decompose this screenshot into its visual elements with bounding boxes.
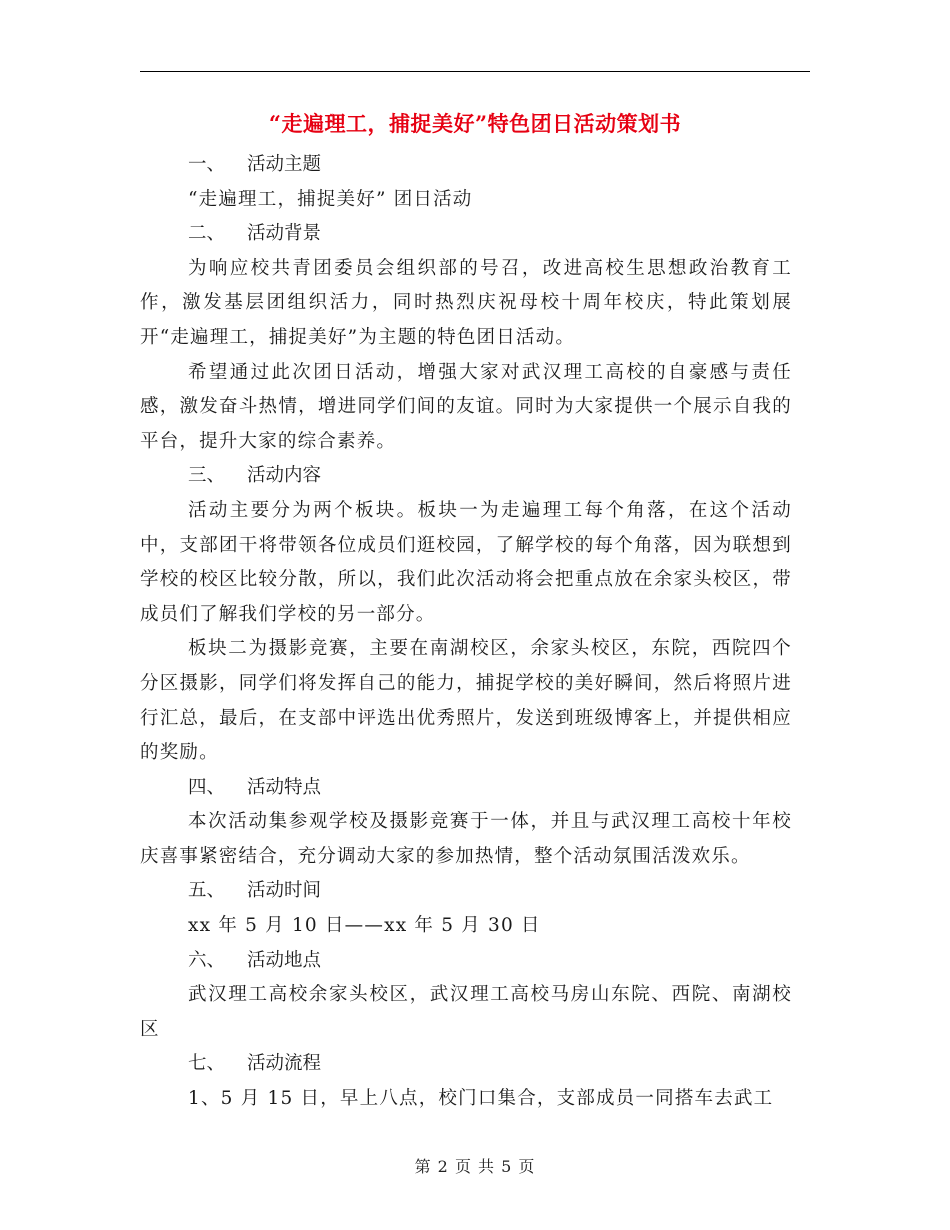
section-title: 活动地点 <box>247 949 322 971</box>
section-heading <box>140 459 792 494</box>
section-heading <box>140 148 792 183</box>
paragraph: xx 年 5 月 10 日——xx 年 5 月 30 日 <box>188 915 541 937</box>
paragraph: 为响应校共青团委员会组织部的号召，改进高校生思想政治教育工作，激发基层团组织活力，同时热烈庆祝母校十周年校庆，特此策划展开“走遍理工，捕捉美好”为主题的特色团日活动。 <box>140 257 792 348</box>
section-title: 活动内容 <box>247 465 322 487</box>
paragraph: 武汉理工高校余家头校区，武汉理工高校马房山东院、西院、南湖校区 <box>140 984 792 1040</box>
section-heading <box>140 874 792 909</box>
section-title: 活动主题 <box>247 154 322 175</box>
paragraph: 本次活动集参观学校及摄影竞赛于一体，并且与武汉理工高校十年校庆喜事紧密结合，充分调动大家的参加热情，整个活动氛围活泼欢乐。 <box>140 811 792 867</box>
section-title: 活动特点 <box>247 776 322 798</box>
section-number: 七、 <box>188 1053 226 1075</box>
document-body <box>140 148 792 1117</box>
paragraph: “走遍理工，捕捉美好” 团日活动 <box>188 188 473 210</box>
section-number: 一、 <box>188 154 226 175</box>
section-heading <box>140 217 792 252</box>
section-number: 六、 <box>188 949 226 971</box>
section-number: 五、 <box>188 880 226 902</box>
section-number: 四、 <box>188 776 226 798</box>
document-title: “走遍理工，捕捉美好”特色团日活动策划书 <box>268 111 682 136</box>
paragraph: 希望通过此次团日活动，增强大家对武汉理工高校的自豪感与责任感，激发奋斗热情，增进同学们间的友谊。同时为大家提供一个展示自我的平台，提升大家的综合素养。 <box>140 361 792 452</box>
paragraph: 板块二为摄影竞赛，主要在南湖校区，余家头校区，东院，西院四个分区摄影，同学们将发挥自己的能力，捕捉学校的美好瞬间，然后将照片进行汇总，最后，在支部中评选出优秀照片，发送到班级博客上，并提供相应的奖励。 <box>140 638 792 764</box>
section-number: 三、 <box>188 465 226 487</box>
paragraph: 活动主要分为两个板块。板块一为走遍理工每个角落，在这个活动中，支部团干将带领各位成员们逛校园，了解学校的每个角落，因为联想到学校的校区比较分散，所以，我们此次活动将会把重点放在余家头校区，带成员们了解我们学校的另一部分。 <box>140 499 792 625</box>
header-rule <box>140 71 810 72</box>
section-heading <box>140 771 792 806</box>
section-title: 活动流程 <box>247 1053 322 1075</box>
section-title: 活动背景 <box>247 223 322 245</box>
section-title: 活动时间 <box>247 880 322 902</box>
paragraph: 1、5 月 15 日，早上八点，校门口集合，支部成员一同搭车去武工 <box>188 1088 774 1110</box>
section-heading <box>140 1047 792 1082</box>
section-heading <box>140 944 792 979</box>
page-footer: 第 2 页 共 5 页 <box>414 1157 536 1176</box>
section-number: 二、 <box>188 223 226 245</box>
